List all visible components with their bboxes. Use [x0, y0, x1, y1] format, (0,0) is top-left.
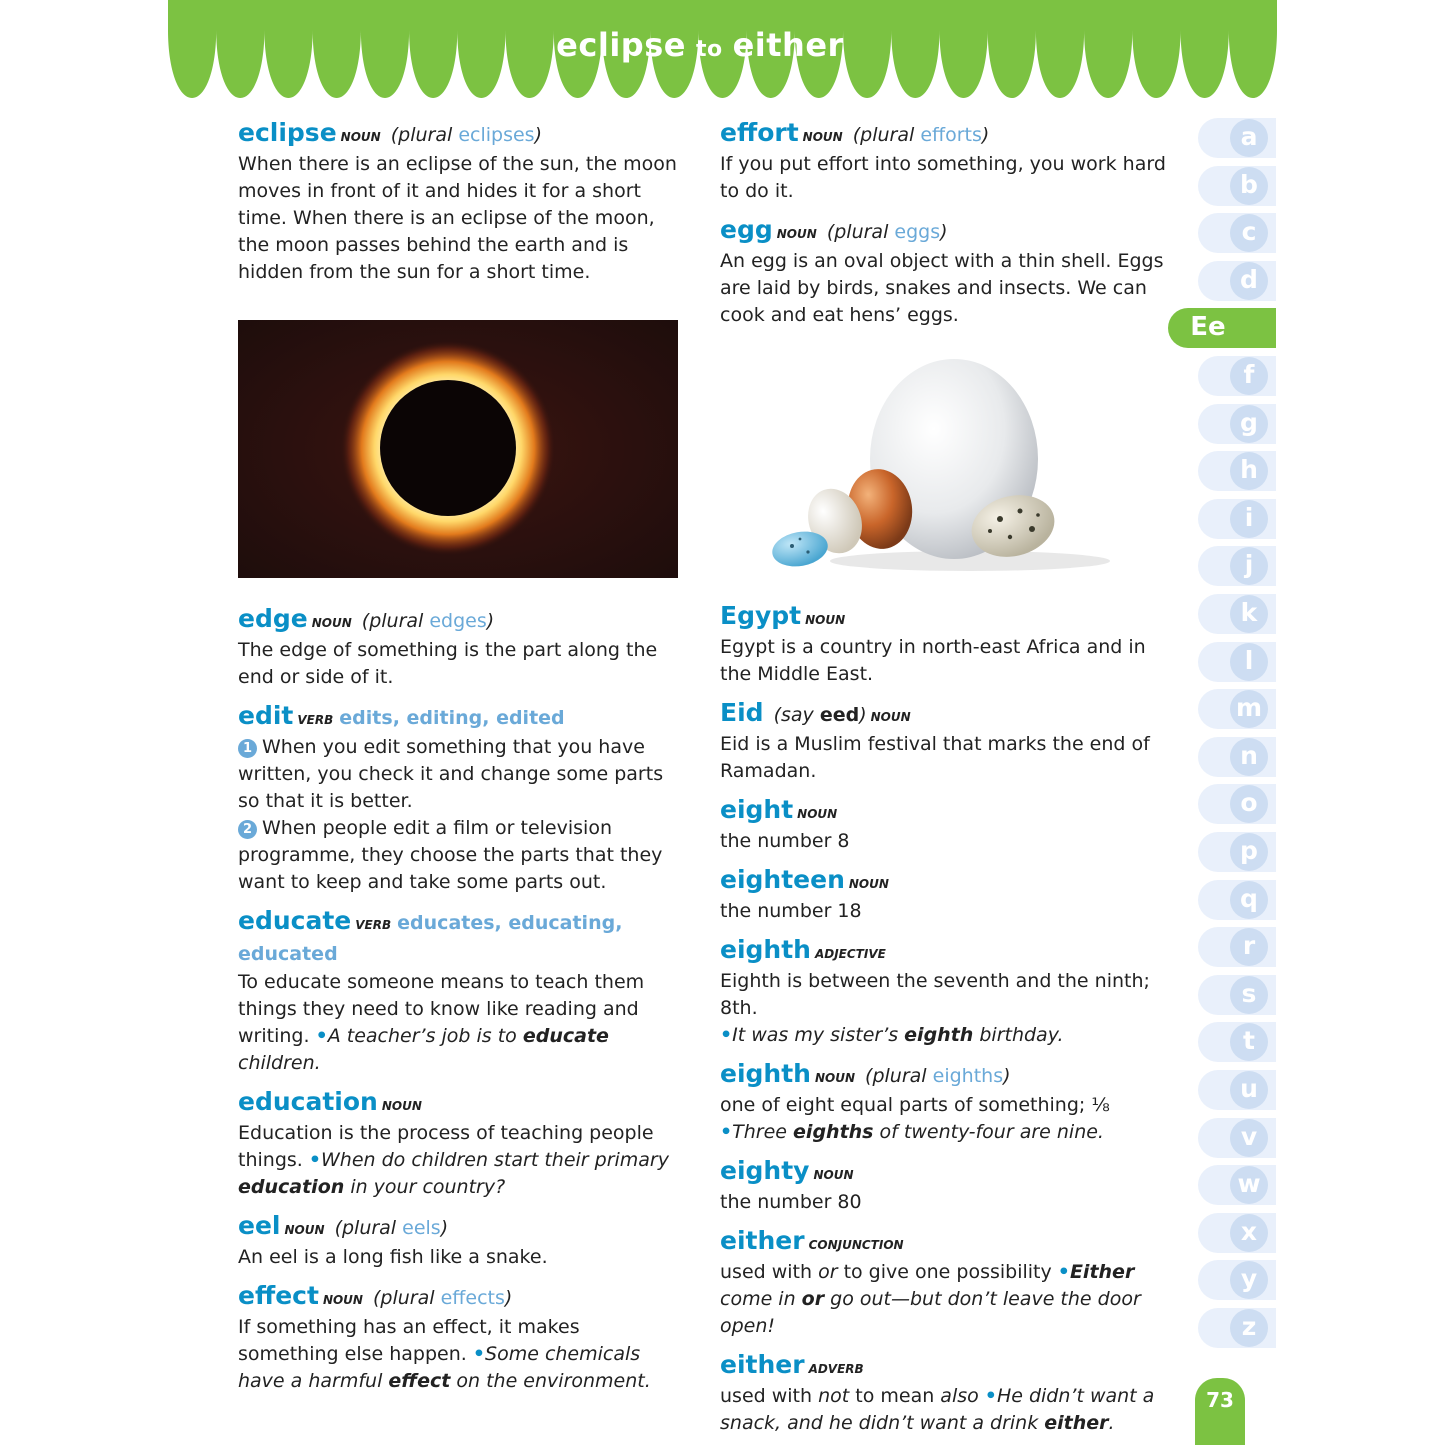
plural-info: (plural efforts)	[852, 124, 990, 146]
title-last-word: either	[732, 26, 844, 64]
alphabet-tab-a[interactable]	[1198, 118, 1276, 158]
alphabet-tab-l[interactable]	[1198, 642, 1276, 682]
alphabet-tab-s[interactable]	[1198, 975, 1276, 1015]
definition: Education is the process of teaching people things. •When do children start their primary education in your country?	[238, 1122, 669, 1198]
entry-eighteen	[720, 865, 1170, 925]
headword: effect	[238, 1281, 319, 1310]
example: It was my sister’s eighth birthday.	[732, 1024, 1064, 1046]
alphabet-tab-h[interactable]	[1198, 451, 1276, 491]
alphabet-tab-letter: a	[1230, 119, 1268, 157]
page-title	[168, 26, 1232, 64]
headword: Egypt	[720, 601, 802, 630]
entry-eel	[238, 1211, 683, 1271]
entry-educate	[238, 906, 683, 1077]
part-of-speech: noun	[848, 873, 889, 893]
alphabet-tab-letter: t	[1230, 1023, 1268, 1061]
part-of-speech: noun	[381, 1095, 422, 1115]
alphabet-tab-letter: o	[1230, 785, 1268, 823]
part-of-speech: noun	[813, 1164, 854, 1184]
alphabet-tab-p[interactable]	[1198, 832, 1276, 872]
definition: The edge of something is the part along the end or side of it.	[238, 639, 658, 688]
entry-egg	[720, 215, 1170, 329]
right-column	[720, 118, 1170, 1447]
headword: eighth	[720, 935, 811, 964]
alphabet-tab-letter: g	[1230, 405, 1268, 443]
alphabet-tab-letter: h	[1230, 452, 1268, 490]
left-column	[238, 118, 683, 1405]
entry-eighth-adjective	[720, 935, 1170, 1049]
alphabet-index	[1168, 118, 1278, 1358]
part-of-speech: noun	[776, 223, 817, 243]
part-of-speech: noun	[797, 803, 838, 823]
alphabet-tab-letter: c	[1230, 214, 1268, 252]
example: When do children start their primary education in your country?	[238, 1149, 669, 1198]
alphabet-tab-letter: i	[1230, 500, 1268, 538]
page-number: 73	[1206, 1388, 1234, 1412]
headword: eclipse	[238, 118, 337, 147]
definition: the number 8	[720, 830, 850, 852]
sense-1: 1 When you edit something that you have written, you check it and change some parts so that it is better.	[238, 736, 664, 812]
title-first-word: eclipse	[556, 26, 686, 64]
alphabet-tab-letter: y	[1230, 1261, 1268, 1299]
alphabet-tab-o[interactable]	[1198, 784, 1276, 824]
definition: An egg is an oval object with a thin shell. Eggs are laid by birds, snakes and insects. We can cook and eat hens’ eggs.	[720, 250, 1164, 326]
plural-info: (plural eclipses)	[390, 124, 542, 146]
alphabet-tab-letter: f	[1230, 357, 1268, 395]
entry-effect	[238, 1281, 683, 1395]
headword: edge	[238, 604, 308, 633]
entry-either-adverb	[720, 1350, 1170, 1437]
alphabet-tab-y[interactable]	[1198, 1260, 1276, 1300]
entry-education	[238, 1087, 683, 1201]
headword: education	[238, 1087, 378, 1116]
entry-edit	[238, 701, 683, 896]
alphabet-tab-letter: z	[1230, 1309, 1268, 1347]
definition: the number 18	[720, 900, 862, 922]
alphabet-tab-letter: l	[1230, 643, 1268, 681]
alphabet-tab-letter: k	[1230, 595, 1268, 633]
alphabet-tab-v[interactable]	[1198, 1118, 1276, 1158]
alphabet-tab-z[interactable]	[1198, 1308, 1276, 1348]
alphabet-tab-u[interactable]	[1198, 1070, 1276, 1110]
alphabet-tab-letter: j	[1230, 547, 1268, 585]
alphabet-tab-letter: u	[1230, 1071, 1268, 1109]
alphabet-tab-letter: m	[1230, 690, 1268, 728]
entry-eid	[720, 698, 1170, 785]
entry-edge	[238, 604, 683, 691]
eclipse-photo	[238, 320, 678, 578]
part-of-speech: verb	[355, 914, 392, 934]
part-of-speech: verb	[297, 709, 334, 729]
alphabet-tab-letter: n	[1230, 738, 1268, 776]
headword: either	[720, 1350, 805, 1379]
example: Some chemicals have a harmful effect on the environment.	[238, 1343, 651, 1392]
alphabet-tab-b[interactable]	[1198, 166, 1276, 206]
alphabet-tab-n[interactable]	[1198, 737, 1276, 777]
plural-info: (plural eels)	[334, 1217, 449, 1239]
headword: educate	[238, 906, 352, 935]
part-of-speech: noun	[284, 1219, 325, 1239]
alphabet-tab-i[interactable]	[1198, 499, 1276, 539]
headword: eight	[720, 795, 794, 824]
part-of-speech: noun	[340, 126, 381, 146]
example: A teacher’s job is to educate children.	[238, 1025, 609, 1074]
alphabet-tab-w[interactable]	[1198, 1165, 1276, 1205]
headword: effort	[720, 118, 799, 147]
part-of-speech: adjective	[814, 943, 886, 963]
headword: eighteen	[720, 865, 845, 894]
definition: If you put effort into something, you work hard to do it.	[720, 153, 1166, 202]
sense-number-1: 1	[238, 739, 257, 758]
alphabet-tab-letter: d	[1230, 262, 1268, 300]
entry-eighth-noun	[720, 1059, 1170, 1146]
pronunciation: (say eed)	[773, 704, 867, 726]
alphabet-tab-letter: x	[1230, 1214, 1268, 1252]
sense-2: 2 When people edit a film or television programme, they choose the parts that they want to keep and take some parts out.	[238, 817, 663, 893]
entry-eight	[720, 795, 1170, 855]
definition: used with or to give one possibility •Either come in or go out—but don’t leave the door open!	[720, 1261, 1141, 1337]
headword: Eid	[720, 698, 764, 727]
part-of-speech: noun	[322, 1289, 363, 1309]
entry-eighty	[720, 1156, 1170, 1216]
entry-eclipse	[238, 118, 683, 286]
alphabet-tab-letter: r	[1230, 928, 1268, 966]
headword: either	[720, 1226, 805, 1255]
alphabet-tab-letter: s	[1230, 976, 1268, 1014]
part-of-speech: adverb	[808, 1358, 864, 1378]
eggs-photo	[720, 349, 1160, 589]
headword: eighty	[720, 1156, 810, 1185]
alphabet-tab-q[interactable]	[1198, 880, 1276, 920]
definition: To educate someone means to teach them things they need to know like reading and writing. •A teacher’s job is to educate children.	[238, 971, 645, 1074]
example: Either come in or go out—but don’t leave the door open!	[720, 1261, 1141, 1337]
headword: eel	[238, 1211, 281, 1240]
inflections: educates, educating, educated	[238, 912, 623, 965]
alphabet-tab-letter: q	[1230, 881, 1268, 919]
example: Three eighths of twenty-four are nine.	[732, 1121, 1104, 1143]
plural-info: (plural edges)	[361, 610, 495, 632]
headword: edit	[238, 701, 294, 730]
headword: eighth	[720, 1059, 811, 1088]
page-number-tab	[1195, 1378, 1245, 1445]
alphabet-tab-m[interactable]	[1198, 689, 1276, 729]
plural-info: (plural eighths)	[865, 1065, 1011, 1087]
entry-egypt	[720, 601, 1170, 688]
part-of-speech: noun	[814, 1067, 855, 1087]
alphabet-tab-d[interactable]	[1198, 261, 1276, 301]
alphabet-tab-t[interactable]	[1198, 1022, 1276, 1062]
definition: Eighth is between the seventh and the ninth; 8th. •It was my sister’s eighth birthday.	[720, 970, 1150, 1046]
part-of-speech: noun	[805, 609, 846, 629]
definition: Eid is a Muslim festival that marks the end of Ramadan.	[720, 733, 1150, 782]
definition: used with not to mean also •He didn’t want a snack, and he didn’t want a drink either.	[720, 1385, 1155, 1434]
alphabet-tab-k[interactable]	[1198, 594, 1276, 634]
alphabet-tab-r[interactable]	[1198, 927, 1276, 967]
definition: the number 80	[720, 1191, 862, 1213]
definition: If something has an effect, it makes something else happen. •Some chemicals have a harmful effect on the environment.	[238, 1316, 651, 1392]
title-to: to	[695, 37, 723, 62]
inflections: edits, editing, edited	[339, 707, 565, 729]
entry-effort	[720, 118, 1170, 205]
alphabet-tab-x[interactable]	[1198, 1213, 1276, 1253]
alphabet-tab-letter: v	[1230, 1119, 1268, 1157]
alphabet-tab-g[interactable]	[1198, 404, 1276, 444]
definition: When there is an eclipse of the sun, the moon moves in front of it and hides it for a short time. When there is an eclipse of the moon, the moon passes behind the earth and is hidden from the sun for a short time.	[238, 153, 677, 283]
part-of-speech: noun	[311, 612, 352, 632]
part-of-speech: noun	[802, 126, 843, 146]
plural-info: (plural eggs)	[826, 221, 948, 243]
headword: egg	[720, 215, 773, 244]
alphabet-tab-letter: w	[1230, 1166, 1268, 1204]
alphabet-tab-letter: p	[1230, 833, 1268, 871]
alphabet-tab-j[interactable]	[1198, 546, 1276, 586]
definition: Egypt is a country in north-east Africa and in the Middle East.	[720, 636, 1146, 685]
alphabet-tab-ee[interactable]	[1168, 308, 1276, 348]
entry-either-conjunction	[720, 1226, 1170, 1340]
alphabet-tab-letter: b	[1230, 167, 1268, 205]
alphabet-tab-c[interactable]	[1198, 213, 1276, 253]
example: He didn’t want a snack, and he didn’t want a drink either.	[720, 1385, 1155, 1434]
plural-info: (plural effects)	[373, 1287, 513, 1309]
definition: one of eight equal parts of something; ⅛ •Three eighths of twenty-four are nine.	[720, 1094, 1110, 1143]
part-of-speech: noun	[870, 706, 911, 726]
alphabet-tab-letter: Ee	[1190, 312, 1226, 343]
sense-number-2: 2	[238, 820, 257, 839]
definition: An eel is a long fish like a snake.	[238, 1246, 548, 1268]
alphabet-tab-f[interactable]	[1198, 356, 1276, 396]
part-of-speech: conjunction	[808, 1234, 904, 1254]
